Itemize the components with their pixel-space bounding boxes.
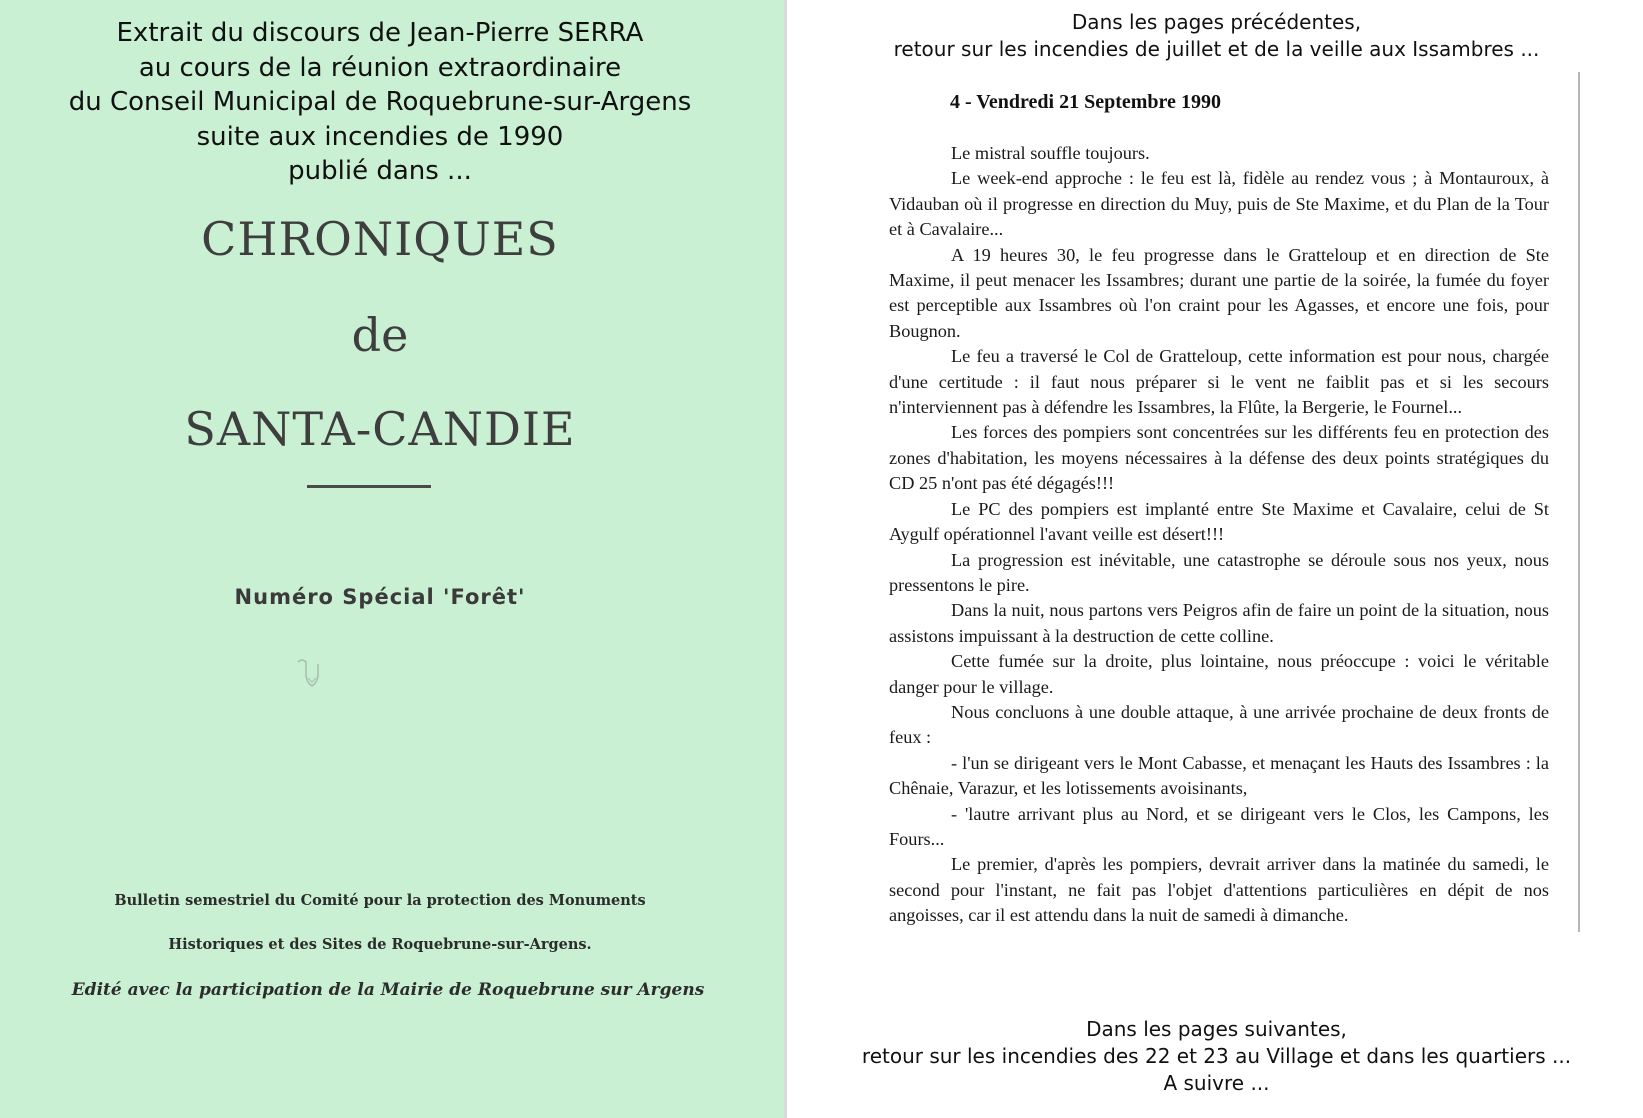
paragraph: La progression est inévitable, une catastrophe se déroule sous nos yeux, nous pressentons le pire. [889, 549, 1549, 595]
paragraph: Cette fumée sur la droite, plus lointaine, nous préoccupe : voici le véritable danger pour le village. [889, 651, 1549, 697]
cover-title-de: de [351, 308, 409, 362]
caption-line: Dans les pages suivantes, [1086, 1017, 1347, 1041]
article-body [889, 141, 1549, 929]
cover-title-chroniques: CHRONIQUES [201, 212, 559, 266]
cover-intro-caption [0, 16, 760, 189]
paragraph: Le week-end approche : le feu est là, fidèle au rendez vous ; à Montauroux, à Vidauban où il progresse en direction du Muy, puis de Ste Maxime, et du Plan de la Tour et à Cavalaire... [889, 168, 1549, 240]
cover-publisher-line: Edité avec la participation de la Mairie de Roquebrune sur Argens [71, 980, 705, 1000]
paragraph: A 19 heures 30, le feu progresse dans le Gratteloup et en direction de Ste Maxime, il peut menacer les Issambres; durant une partie de la soirée, la fumée du foyer est perceptible aux Issambres où l'on craint pour les Agasses, et encore une fois, pour Bougnon. [889, 244, 1549, 341]
intro-line: du Conseil Municipal de Roquebrune-sur-Argens [68, 87, 692, 117]
caption-next-pages [790, 1016, 1643, 1097]
intro-line: Extrait du discours de Jean-Pierre SERRA [116, 18, 644, 48]
caption-line: A suivre ... [1163, 1071, 1270, 1095]
intro-line: publié dans ... [288, 156, 472, 186]
paragraph: Le PC des pompiers est implanté entre Ste Maxime et Cavalaire, celui de St Aygulf opérationnel l'avant veille est désert!!! [889, 498, 1549, 545]
scan-margin-line [1578, 72, 1580, 932]
paragraph: Dans la nuit, nous partons vers Peigros afin de faire un point de la situation, nous assistons impuissant à la destruction de cette colline. [889, 600, 1549, 646]
document-page [790, 0, 1643, 1118]
cover-divider [307, 485, 431, 488]
cover-bulletin-line: Historiques et des Sites de Roquebrune-sur-Argens. [168, 936, 592, 953]
paragraph: - l'un se dirigeant vers le Mont Cabasse, et menaçant les Hauts des Issambres : la Chênaie, Varazur, et les lotissements avoisinants, [889, 752, 1549, 799]
paragraph: Les forces des pompiers sont concentrées sur les différents feu en protection des zones d'habitation, les moyens nécessaires à la défense des deux points stratégiques du CD 25 n'ont pas été dégagés!!! [889, 422, 1549, 494]
paragraph: Le premier, d'après les pompiers, devrait arriver dans la matinée du samedi, le second pour l'instant, ne fait pas l'objet d'attentions particulières en dépit de nos angoisses, car il est attendu dans la nuit de samedi à dimanche. [889, 854, 1549, 926]
cover-title-santa-candie: SANTA-CANDIE [184, 402, 576, 456]
paragraph: Le feu a traversé le Col de Gratteloup, cette information est pour nous, chargée d'une certitude : il faut nous préparer si le vent ne faiblit pas et si les secours n'interviennent pas à défendre les Issambres, la Flûte, la Bergerie, le Fournel... [889, 346, 1549, 418]
caption-previous-pages [790, 9, 1643, 63]
section-heading: 4 - Vendredi 21 Septembre 1990 [950, 91, 1221, 113]
paragraph: - 'lautre arrivant plus au Nord, et se dirigeant vers le Clos, les Campons, les Fours... [889, 803, 1549, 849]
paragraph: Le mistral souffle toujours. [951, 143, 1150, 163]
cover-special-issue: Numéro Spécial 'Forêt' [234, 585, 526, 609]
caption-line: Dans les pages précédentes, [1071, 10, 1362, 34]
booklet-cover [0, 0, 787, 1118]
paragraph: Nous concluons à une double attaque, à une arrivée prochaine de deux fronts de feux : [889, 701, 1549, 748]
cover-emblem-icon [292, 656, 332, 696]
intro-line: suite aux incendies de 1990 [196, 121, 564, 152]
caption-line: retour sur les incendies de juillet et de la veille aux Issambres ... [893, 37, 1540, 61]
cover-bulletin-line: Bulletin semestriel du Comité pour la protection des Monuments [114, 892, 646, 909]
intro-line: au cours de la réunion extraordinaire [138, 52, 622, 83]
caption-line: retour sur les incendies des 22 et 23 au Village et dans les quartiers ... [861, 1044, 1572, 1068]
